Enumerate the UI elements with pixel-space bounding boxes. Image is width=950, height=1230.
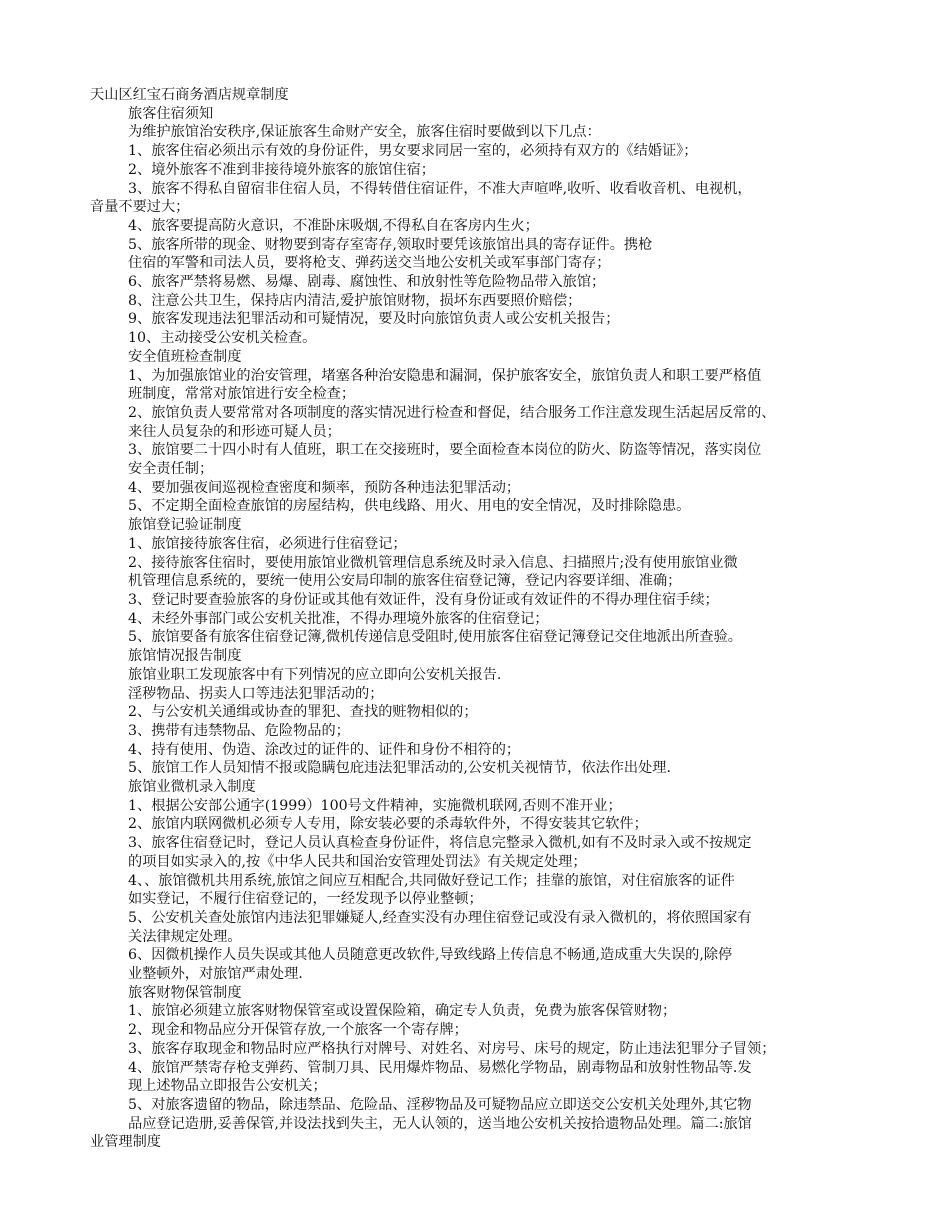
- text-line: 3、登记时要查验旅客的身份证或其他有效证件，没有身份证或有效证件的不得办理住宿手续；: [128, 591, 719, 608]
- text-line: 为维护旅馆治安秩序,保证旅客生命财产安全，旅客住宿时要做到以下几点：: [128, 124, 601, 141]
- text-line: 5、旅馆要备有旅客住宿登记簿,微机传递信息受阻时,使用旅客住宿登记簿登记交住地派出所查验。: [128, 629, 742, 646]
- text-line: 10、主动接受公安机关检查。: [128, 330, 317, 347]
- text-line: 来往人员复杂的和形迹可疑人员；: [128, 423, 341, 440]
- text-line: 安全值班检查制度: [128, 348, 242, 365]
- text-line: 1、旅馆必须建立旅客财物保管室或设置保险箱，确定专人负责，免费为旅客保管财物；: [128, 1003, 677, 1020]
- text-line: 旅馆情况报告制度: [128, 648, 242, 665]
- text-line: 5、旅客所带的现金、财物要到寄存室寄存,领取时要凭该旅馆出具的寄存证件。携枪: [128, 236, 653, 253]
- text-line: 1、旅客住宿必须出示有效的身份证件，男女要求同居一室的，必须持有双方的《结婚证》；: [128, 143, 698, 160]
- text-line: 品应登记造册,妥善保管,并设法找到失主，无人认领的，送当地公安机关按拾遗物品处理。篇二:旅馆: [128, 1115, 752, 1132]
- text-line: 音量不要过大；: [90, 199, 190, 216]
- text-line: 4、、旅馆微机共用系统,旅馆之间应互相配合,共同做好登记工作；挂靠的旅馆，对住宿旅客的证件: [128, 872, 735, 889]
- text-line: 3、旅客不得私自留宿非住宿人员，不得转借住宿证件，不准大声喧哗,收听、收看收音机、电视机，: [128, 180, 752, 197]
- text-line: 关法律规定处理。: [128, 928, 242, 945]
- text-line: 2、境外旅客不准到非接待境外旅客的旅馆住宿；: [128, 161, 435, 178]
- text-line: 2、旅馆负责人要常常对各项制度的落实情况进行检查和督促，结合服务工作注意发现生活起居反常的、: [128, 404, 776, 421]
- text-line: 3、携带有违禁物品、危险物品的；: [128, 722, 350, 739]
- text-line: 2、现金和物品应分开保管存放,一个旅客一个寄存牌；: [128, 1022, 468, 1039]
- text-line: 2、与公安机关通缉或协查的罪犯、查找的赃物相似的；: [128, 704, 478, 721]
- text-line: 5、不定期全面检查旅馆的房屋结构，供电线路、用火、用电的安全情况，及时排除隐患。: [128, 498, 691, 515]
- text-line: 现上述物品立即报告公安机关；: [128, 1078, 327, 1095]
- text-line: 4、旅馆严禁寄存枪支弹药、管制刀具、民用爆炸物品、易燃化学物品，剧毒物品和放射性物品等.发: [128, 1059, 752, 1076]
- text-line: 淫秽物品、拐卖人口等违法犯罪活动的；: [128, 685, 384, 702]
- text-line: 安全责任制；: [128, 461, 214, 478]
- text-line: 2、旅馆内联网微机必须专人专用，除安装必要的杀毒软件外，不得安装其它软件；: [128, 816, 648, 833]
- text-line: 旅馆业微机录入制度: [128, 779, 256, 796]
- text-line: 旅馆业职工发现旅客中有下列情况的应立即向公安机关报告.: [128, 666, 502, 683]
- text-line: 4、持有使用、伪造、涂改过的证件的、证件和身份不相符的；: [128, 741, 521, 758]
- text-line: 旅客住宿须知: [128, 105, 214, 122]
- text-line: 旅馆登记验证制度: [128, 517, 242, 534]
- text-line: 3、旅客住宿登记时，登记人员认真检查身份证件，将信息完整录入微机,如有不及时录入或不按规定: [128, 835, 752, 852]
- document-title: 天山区红宝石商务酒店规章制度: [90, 87, 289, 103]
- text-line: 班制度，常常对旅馆进行安全检查；: [128, 386, 356, 403]
- text-line: 业整顿外，对旅馆严肃处理.: [128, 966, 303, 983]
- text-line: 4、旅客要提高防火意识，不准卧床吸烟,不得私自在客房内生火；: [128, 217, 539, 234]
- text-line: 的项目如实录入的,按《中华人民共和国治安管理处罚法》有关规定处理；: [128, 853, 587, 870]
- text-line: 2、接待旅客住宿时，要使用旅馆业微机管理信息系统及时录入信息、扫描照片;没有使用旅馆业微: [128, 554, 738, 571]
- text-line: 6、旅客严禁将易燃、易爆、剧毒、腐蚀性、和放射性等危险物品带入旅馆；: [128, 274, 606, 291]
- text-line: 5、旅馆工作人员知情不报或隐瞒包庇违法犯罪活动的,公安机关视情节，依法作出处理.: [128, 760, 671, 777]
- text-line: 如实登记，不履行住宿登记的，一经发现予以停业整顿；: [128, 891, 483, 908]
- text-line: 1、为加强旅馆业的治安管理，堵塞各种治安隐患和漏洞，保护旅客安全，旅馆负责人和职工要严格值: [128, 367, 762, 384]
- text-line: 5、对旅客遗留的物品，除违禁品、危险品、淫秽物品及可疑物品应立即送交公安机关处理外,其它物: [128, 1096, 752, 1113]
- text-line: 旅客财物保管制度: [128, 984, 242, 1001]
- text-line: 1、根据公安部公通字(1999）100号文件精神，实施微机联网,否则不准开业；: [128, 797, 622, 814]
- text-line: 住宿的军警和司法人员，要将枪支、弹药送交当地公安机关或军事部门寄存；: [128, 255, 611, 272]
- text-line: 业管理制度: [90, 1134, 161, 1151]
- text-line: 4、未经外事部门或公安机关批准，不得办理境外旅客的住宿登记；: [128, 610, 549, 627]
- text-line: 9、旅客发现违法犯罪活动和可疑情况，要及时向旅馆负责人或公安机关报告；: [128, 311, 620, 328]
- text-line: 机管理信息系统的，要统一使用公安局印制的旅客住宿登记簿，登记内容要详细、准确；: [128, 573, 682, 590]
- text-line: 8、注意公共卫生，保持店内清洁,爱护旅馆财物，损坏东西要照价赔偿；: [128, 292, 582, 309]
- text-line: 5、公安机关查处旅馆内违法犯罪嫌疑人,经查实没有办理住宿登记或没有录入微机的，将依照国家有: [128, 909, 752, 926]
- text-line: 3、旅客存取现金和物品时应严格执行对牌号、对姓名、对房号、床号的规定，防止违法犯罪分子冒领；: [128, 1040, 776, 1057]
- text-line: 6、因微机操作人员失误或其他人员随意更改软件,导致线路上传信息不畅通,造成重大失误的,除停: [128, 947, 733, 964]
- text-line: 3、旅馆要二十四小时有人值班，职工在交接班时，要全面检查本岗位的防火、防盗等情况，落实岗位: [128, 442, 762, 459]
- text-line: 1、旅馆接待旅客住宿，必须进行住宿登记；: [128, 535, 407, 552]
- text-line: 4、要加强夜间巡视检查密度和频率，预防各种违法犯罪活动；: [128, 479, 521, 496]
